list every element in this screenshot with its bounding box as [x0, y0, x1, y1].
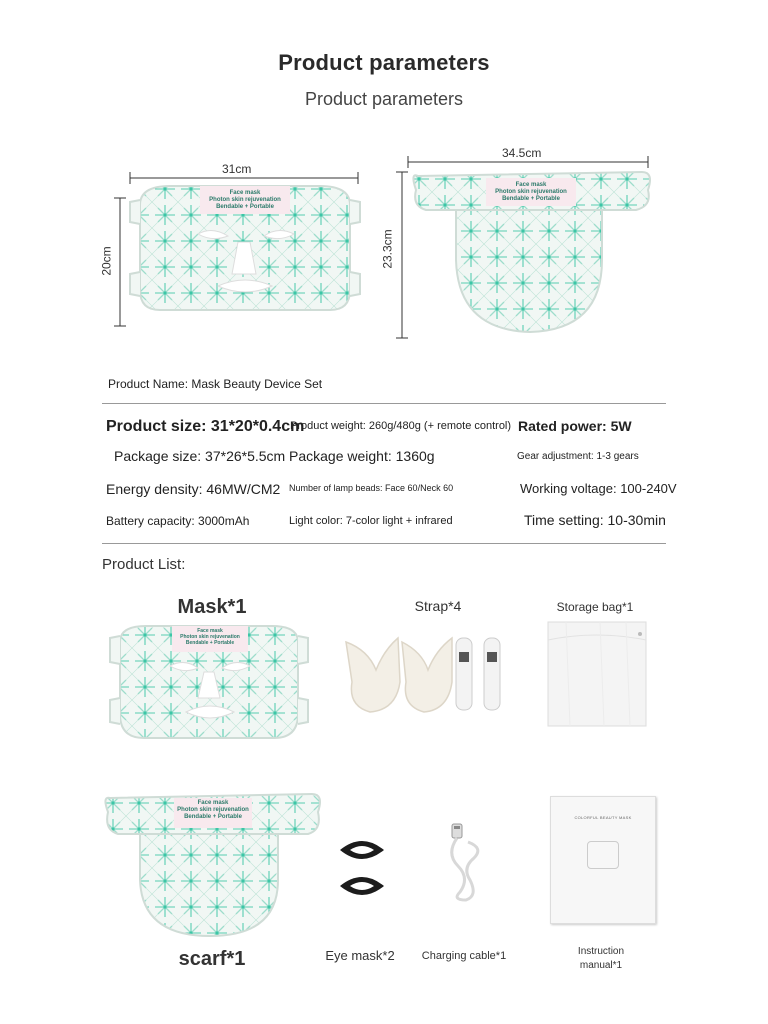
item-label-eye-mask: Eye mask*2	[325, 948, 395, 963]
item-label-instruction-manual: Instruction manual*1	[577, 946, 625, 971]
spec-rated-power: Rated power: 5W	[518, 418, 632, 434]
neck-height-label: 23.3cm	[380, 229, 395, 269]
item-label-scarf: scarf*1	[178, 948, 246, 970]
manual-cover-title: COLORFUL BEAUTY MASK	[574, 815, 632, 820]
spec-product-size: Product size: 31*20*0.4cm	[106, 418, 305, 435]
product-list-heading: Product List:	[102, 556, 186, 573]
mask-product-print: Face mask Photon skin rejuvenation Bendable + Portable	[180, 628, 240, 646]
spec-package-size: Package size: 37*26*5.5cm	[114, 448, 286, 464]
face-mask-print: Face mask Photon skin rejuvenation Bendable + Portable	[209, 190, 281, 210]
face-mask-diagram	[100, 150, 370, 340]
face-height-label: 20cm	[99, 246, 114, 276]
scarf-product-print: Face mask Photon skin rejuvenation Bendable + Portable	[177, 800, 249, 820]
charging-cable-image	[440, 820, 490, 904]
spec-working-voltage: Working voltage: 100-240V	[520, 481, 677, 496]
spec-battery-capacity: Battery capacity: 3000mAh	[106, 514, 250, 528]
spec-package-weight: Package weight: 1360g	[289, 448, 435, 464]
neck-mask-diagram	[380, 140, 670, 350]
storage-bag-image	[546, 620, 652, 728]
instruction-manual-image	[550, 796, 656, 924]
neck-width-label: 34.5cm	[502, 146, 542, 160]
spec-energy-density: Energy density: 46MW/CM2	[106, 481, 281, 497]
item-label-mask: Mask*1	[177, 596, 247, 618]
eye-mask-image	[334, 832, 390, 904]
strap-product-image	[340, 630, 512, 720]
product-name: Product Name: Mask Beauty Device Set	[108, 377, 323, 391]
item-label-charging-cable: Charging cable*1	[421, 950, 507, 962]
spec-time-setting: Time setting: 10-30min	[524, 512, 666, 528]
spec-product-weight: Product weight: 260g/480g (+ remote control)	[290, 420, 512, 432]
face-width-label: 31cm	[222, 162, 252, 176]
manual-cover-emblem	[587, 841, 619, 869]
spec-light-color: Light color: 7-color light + infrared	[289, 515, 453, 527]
divider-bottom	[102, 543, 666, 544]
item-label-storage-bag: Storage bag*1	[556, 600, 634, 614]
page-subtitle: Product parameters	[304, 89, 464, 109]
neck-mask-print: Face mask Photon skin rejuvenation Bendable + Portable	[495, 182, 567, 202]
spec-gear-adjustment: Gear adjustment: 1-3 gears	[517, 451, 639, 462]
divider-top	[102, 403, 666, 404]
neck-mask-illustration	[380, 140, 670, 350]
page-title: Product parameters	[278, 50, 490, 75]
item-label-strap: Strap*4	[414, 598, 462, 614]
spec-lamp-beads: Number of lamp beads: Face 60/Neck 60	[289, 483, 454, 493]
face-mask-illustration	[100, 150, 370, 340]
